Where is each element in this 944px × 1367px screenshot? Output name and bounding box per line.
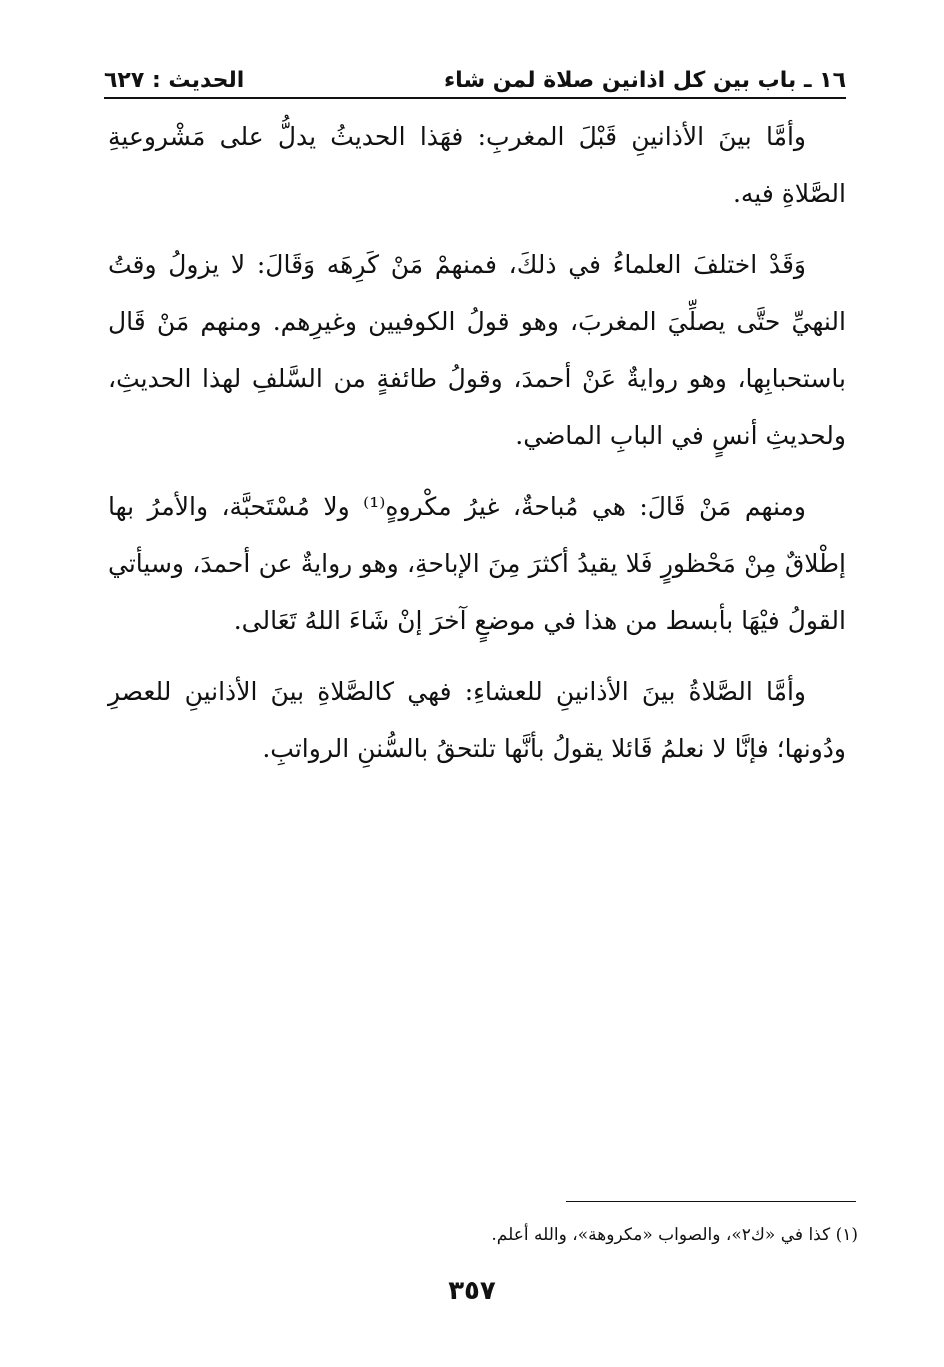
paragraph-2: وَقَدْ اختلفَ العلماءُ في ذلكَ، فمنهمْ مَنْ كَرِهَه وَقَالَ: لا يزولُ وقتُ النهيِّ حتَّى يصلِّيَ المغربَ، وهو قولُ الكوفيين وغيرِهم. ومنهم مَنْ قَال باستحبابِها، وهو روايةٌ عَنْ أحمدَ، وقولُ طائفةٍ من السَّلفِ لهذا الحديثِ، ولحديثِ أنسٍ في البابِ الماضي. (108, 250, 846, 450)
paragraph-4: وأمَّا الصَّلاةُ بينَ الأذانينِ للعشاءِ: فهي كالصَّلاةِ بينَ الأذانينِ للعصرِ ودُونها؛ فإنَّا لا نعلمُ قَائلا يقولُ بأنَّها تلتحقُ بالسُّننِ الرواتبِ. (108, 677, 846, 763)
running-header (104, 56, 846, 96)
footnote: (١) كذا في «ك٢»، والصواب «مكروهة»، والله أعلم. (491, 1225, 858, 1245)
main-text (108, 108, 846, 791)
chapter-title: ١٦ ـ باب بين كل اذانين صلاة لمن شاء (443, 68, 846, 93)
page-number: ٣٥٧ (448, 1276, 496, 1306)
header-rule (104, 97, 846, 99)
hadith-reference: الحديث : ٦٢٧ (104, 68, 245, 93)
paragraph-1: وأمَّا بينَ الأذانينِ قَبْلَ المغربِ: فهَذا الحديثُ يدلُّ على مَشْروعيةِ الصَّلاةِ فيه. (108, 122, 846, 208)
footnote-rule (566, 1201, 856, 1202)
paragraph-3: ومنهم مَنْ قَالَ: هي مُباحةٌ، غيرُ مكْروهٍ⁽¹⁾ ولا مُسْتَحبَّة، والأمرُ بها إطْلاقٌ مِنْ مَحْظورٍ فَلا يقيدُ أكثرَ مِنَ الإباحةِ، وهو روايةٌ عن أحمدَ، وسيأتي القولُ فيْهَا بأبسط من هذا في موضعٍ آخرَ إنْ شَاءَ اللهُ تَعَالى. (108, 492, 846, 635)
